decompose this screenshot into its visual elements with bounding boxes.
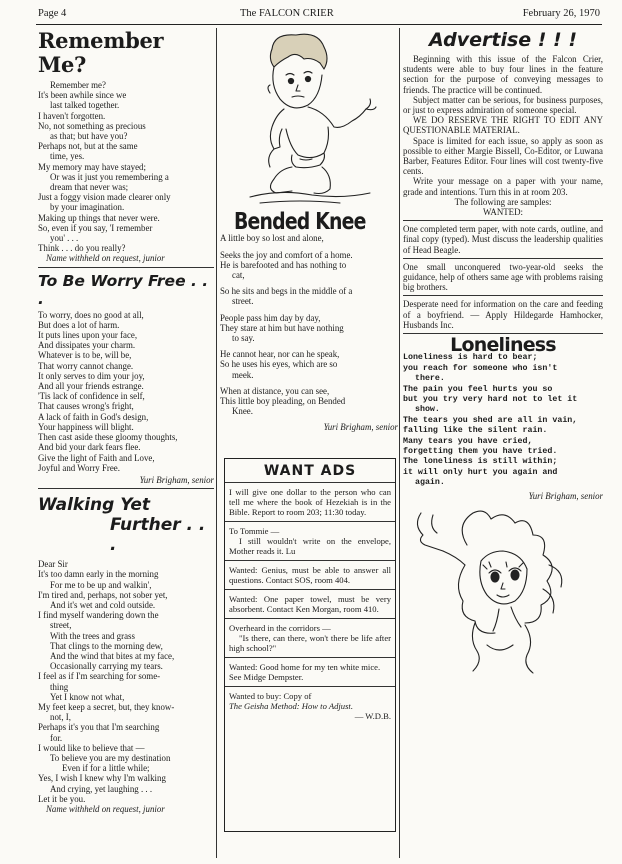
poem-line: Give the light of Faith and Love, — [38, 452, 155, 463]
poem-line: And all your friends estrange. — [38, 381, 144, 392]
remember-poem — [38, 80, 214, 253]
paper-name: The FALCON CRIER — [240, 8, 334, 19]
poem-line: street, — [50, 620, 72, 631]
loneliness-title: Loneliness — [450, 334, 556, 357]
want-ads-title: WANT ADS — [225, 459, 395, 483]
poem-line: I find myself wandering down the — [38, 610, 159, 621]
poem-line: 'Tis lack of confidence in self, — [38, 391, 145, 402]
poem-line: Yes, I wish I knew why I'm walking — [38, 773, 166, 784]
poem-line: dream that never was; — [50, 182, 129, 193]
poem-line: So, even if you say, 'I remember — [38, 222, 153, 233]
poem-line: To believe you are my destination — [50, 752, 171, 763]
poem-line: No, not something as precious — [38, 120, 146, 131]
bended-knee-title: Bended Knee — [234, 209, 366, 236]
want-ad: Wanted: Genius, must be able to answer all questions. Contact SOS, room 404. — [225, 561, 395, 590]
poem-line: It's been awhile since we — [38, 90, 127, 101]
poem-line: you reach for someone who isn't — [403, 363, 558, 373]
bended-knee-poem — [220, 233, 398, 416]
divider — [38, 267, 214, 268]
issue-date: February 26, 1970 — [522, 8, 600, 19]
left-column — [38, 29, 214, 814]
poem-line: street. — [232, 296, 254, 307]
poem-line: And bid your dark fears flee. — [38, 442, 141, 453]
poem-line: time, yes. — [50, 151, 85, 162]
poem-line: The loneliness is still within; — [403, 457, 558, 467]
poem-line: Yet I know not what, — [50, 691, 125, 702]
loneliness-signature: Yuri Brigham, senior — [528, 490, 603, 501]
worry-signature: Yuri Brigham, senior — [139, 474, 214, 485]
poem-line: meek. — [232, 369, 254, 380]
poem-line: They stare at him but have nothing — [220, 322, 344, 333]
poem-line: again. — [415, 478, 445, 488]
want-ad: Wanted: One paper towel, must be very absorbent. Contact Ken Morgan, room 410. — [225, 590, 395, 619]
poem-line: I'm tired and, perhaps, not sober yet, — [38, 589, 168, 600]
advertise-paragraph: Space is limited for each issue, so apply as soon as possible to either Margie Bissell, Co-Editor, or Luwana Barber, Features Editor. Four lines will cost twenty-five cents. — [403, 135, 603, 177]
poem-line: The tears you shed are all in vain, — [403, 415, 578, 425]
poem-line: I feel as if I'm searching for some- — [38, 671, 161, 682]
poem-line: The pain you feel hurts you so — [403, 384, 553, 394]
want-ad: I will give one dollar to the person who can tell me where the book of Hezekiah is in the Bible. Report to room 203; 11:30 today. — [225, 483, 395, 522]
poem-line: for. — [50, 732, 63, 743]
walking-title-line1: Walking Yet — [38, 495, 150, 516]
poem-line: Or was it just you remembering a — [50, 171, 169, 182]
poem-line: Perhaps not, but at the same — [38, 141, 138, 152]
poem-line: A little boy so lost and alone, — [220, 233, 324, 244]
poem-line: Remember me? — [50, 80, 106, 90]
want-ads-box — [224, 458, 396, 832]
advertise-paragraph: Subject matter can be serious, for business purposes, or just to express admiration of someone special. — [403, 94, 603, 116]
header-rule — [36, 24, 602, 25]
remember-signature: Name withheld on request, junior — [46, 253, 165, 264]
poem-line: I would like to believe that — — [38, 742, 145, 753]
poem-line: Joyful and Worry Free. — [38, 462, 120, 473]
worry-poem — [38, 310, 214, 473]
poem-line: Whatever is to be, will be, — [38, 350, 132, 361]
divider — [403, 258, 603, 259]
poem-line: there. — [415, 374, 445, 384]
girl-illustration — [403, 505, 603, 675]
poem-line: Knee. — [232, 406, 253, 417]
poem-line: So he uses his eyes, which are so — [220, 359, 338, 370]
poem-line: forgetting them you have tried. — [403, 446, 558, 456]
poem-line: That worry cannot change. — [38, 360, 134, 371]
remember-title: Remember Me? — [38, 28, 164, 77]
walking-signature: Name withheld on request, junior — [46, 803, 165, 814]
advertise-paragraph: Beginning with this issue of the Falcon Crier, students were able to buy four lines in the feature section for the purpose of conveying messages to friends. The practice will be continued. — [403, 54, 603, 95]
poem-line: to say. — [232, 333, 255, 344]
poem-line: I haven't forgotten. — [38, 110, 106, 121]
poem-line: Your happiness will blight. — [38, 421, 134, 432]
worry-title: To Be Worry Free . . . — [38, 271, 209, 308]
poem-line: And crying, yet laughing . . . — [50, 783, 153, 794]
poem-line: And the wind that bites at my face, — [50, 650, 175, 661]
poem-line: It only serves to dim your joy, — [38, 370, 145, 381]
poem-line: It puts lines upon your face, — [38, 330, 138, 341]
advertise-paragraph: Write your message on a paper with your name, grade and intentions. Turn this in at room 203. — [403, 176, 603, 197]
poem-line: People pass him day by day, — [220, 312, 321, 323]
advertise-notice: WE DO RESERVE THE RIGHT TO EDIT ANY QUESTIONABLE MATERIAL. — [403, 115, 603, 136]
poem-line: Perhaps it's you that I'm searching — [38, 722, 160, 733]
poem-stanza — [220, 250, 398, 281]
poem-line: That causes wrong's fright, — [38, 401, 134, 412]
column-divider — [399, 28, 400, 858]
poem-line: For me to be up and walkin', — [50, 579, 152, 590]
poem-line: Think . . . do you really? — [38, 243, 126, 254]
advertise-title: Advertise ! ! ! — [429, 29, 577, 51]
poem-line: But does a lot of harm. — [38, 319, 120, 330]
poem-stanza — [220, 313, 398, 344]
poem-line: Seeks the joy and comfort of a home. — [220, 249, 353, 260]
poem-line: but you try very hard not to let it — [403, 394, 578, 404]
poem-line: That clings to the morning dew, — [50, 640, 163, 651]
poem-line: you' . . . — [50, 233, 79, 244]
poem-line: Making up things that never were. — [38, 212, 160, 223]
want-ad: Wanted: Good home for my ten white mice. See Midge Dempster. — [225, 658, 395, 687]
right-column — [403, 29, 603, 677]
poem-line: falling like the silent rain. — [403, 426, 548, 436]
column-divider — [216, 28, 217, 858]
poem-line: as that; but have you? — [50, 131, 128, 142]
poem-line: When at distance, you can see, — [220, 385, 330, 396]
poem-line: A lack of faith in God's design, — [38, 411, 149, 422]
poem-line: This little boy pleading, on Bended — [220, 396, 346, 407]
poem-line: Even if for a little while; — [62, 763, 150, 774]
poem-line: Just a foggy vision made clearer only — [38, 192, 171, 203]
poem-line: Let it be you. — [38, 793, 86, 804]
divider — [38, 488, 214, 489]
poem-line: It's too damn early in the morning — [38, 569, 159, 580]
poem-line: Loneliness is hard to bear; — [403, 353, 538, 363]
walking-title-line2: Further . . . — [110, 515, 206, 556]
poem-line: Occasionally carrying my tears. — [50, 661, 163, 672]
poem-line: He cannot hear, nor can he speak, — [220, 349, 340, 360]
want-ad: To Tommie — I still wouldn't write on the envelope, Mother reads it. Lu — [225, 522, 395, 561]
poem-line: Then cast aside these gloomy thoughts, — [38, 432, 178, 443]
divider — [403, 220, 603, 221]
poem-line: by your imagination. — [50, 202, 125, 213]
poem-line: thing — [50, 681, 69, 692]
middle-column — [220, 29, 398, 433]
divider — [403, 295, 603, 296]
poem-stanza — [220, 286, 398, 306]
poem-line: it will only hurt you again and — [403, 467, 558, 477]
poem-line: My memory may have stayed; — [38, 161, 146, 172]
poem-stanza — [220, 349, 398, 380]
boy-illustration — [220, 29, 398, 209]
poem-line: And it's wet and cold outside. — [50, 599, 156, 610]
poem-line: To worry, does no good at all, — [38, 309, 144, 320]
poem-line: So he sits and begs in the middle of a — [220, 286, 353, 297]
poem-line: last talked together. — [50, 100, 120, 111]
poem-stanza — [220, 386, 398, 417]
loneliness-poem — [403, 353, 603, 488]
poem-line: My feet keep a secret, but, they know- — [38, 701, 175, 712]
page-header — [38, 8, 600, 24]
wanted-heading: WANTED: — [483, 207, 523, 218]
poem-line: cat, — [232, 270, 245, 281]
page-number: Page 4 — [38, 8, 67, 19]
sample-ad: Desperate need for information on the care and feeding of a boyfriend. — Apply Hildegarde Hamhocker, Husbands Inc. — [403, 299, 603, 330]
sample-ad: One completed term paper, with note cards, outline, and final copy (typed). Must discuss the leadership qualities of Head Beagle. — [403, 224, 603, 255]
sample-ad: One small unconquered two-year-old seeks the guidance, help of others same age with problems raising big brothers. — [403, 261, 603, 293]
poem-line: Many tears you have cried, — [403, 436, 533, 446]
walking-poem — [38, 559, 214, 804]
poem-line: With the trees and grass — [50, 630, 135, 641]
want-ad: Wanted to buy: Copy of The Geisha Method: How to Adjust. — W.D.B. — [229, 691, 391, 721]
bended-knee-signature: Yuri Brigham, senior — [323, 422, 398, 433]
poem-line: He is barefooted and has nothing to — [220, 259, 347, 270]
poem-line: Dear Sir — [38, 559, 68, 570]
advertise-paragraph: The following are samples: — [454, 196, 552, 207]
poem-line: show. — [415, 405, 440, 415]
poem-line: And dissipates your charm. — [38, 340, 136, 351]
want-ad: Overheard in the corridors — "Is there, can there, won't there be life after high school?" — [225, 619, 395, 658]
poem-line: not, I, — [50, 712, 71, 723]
